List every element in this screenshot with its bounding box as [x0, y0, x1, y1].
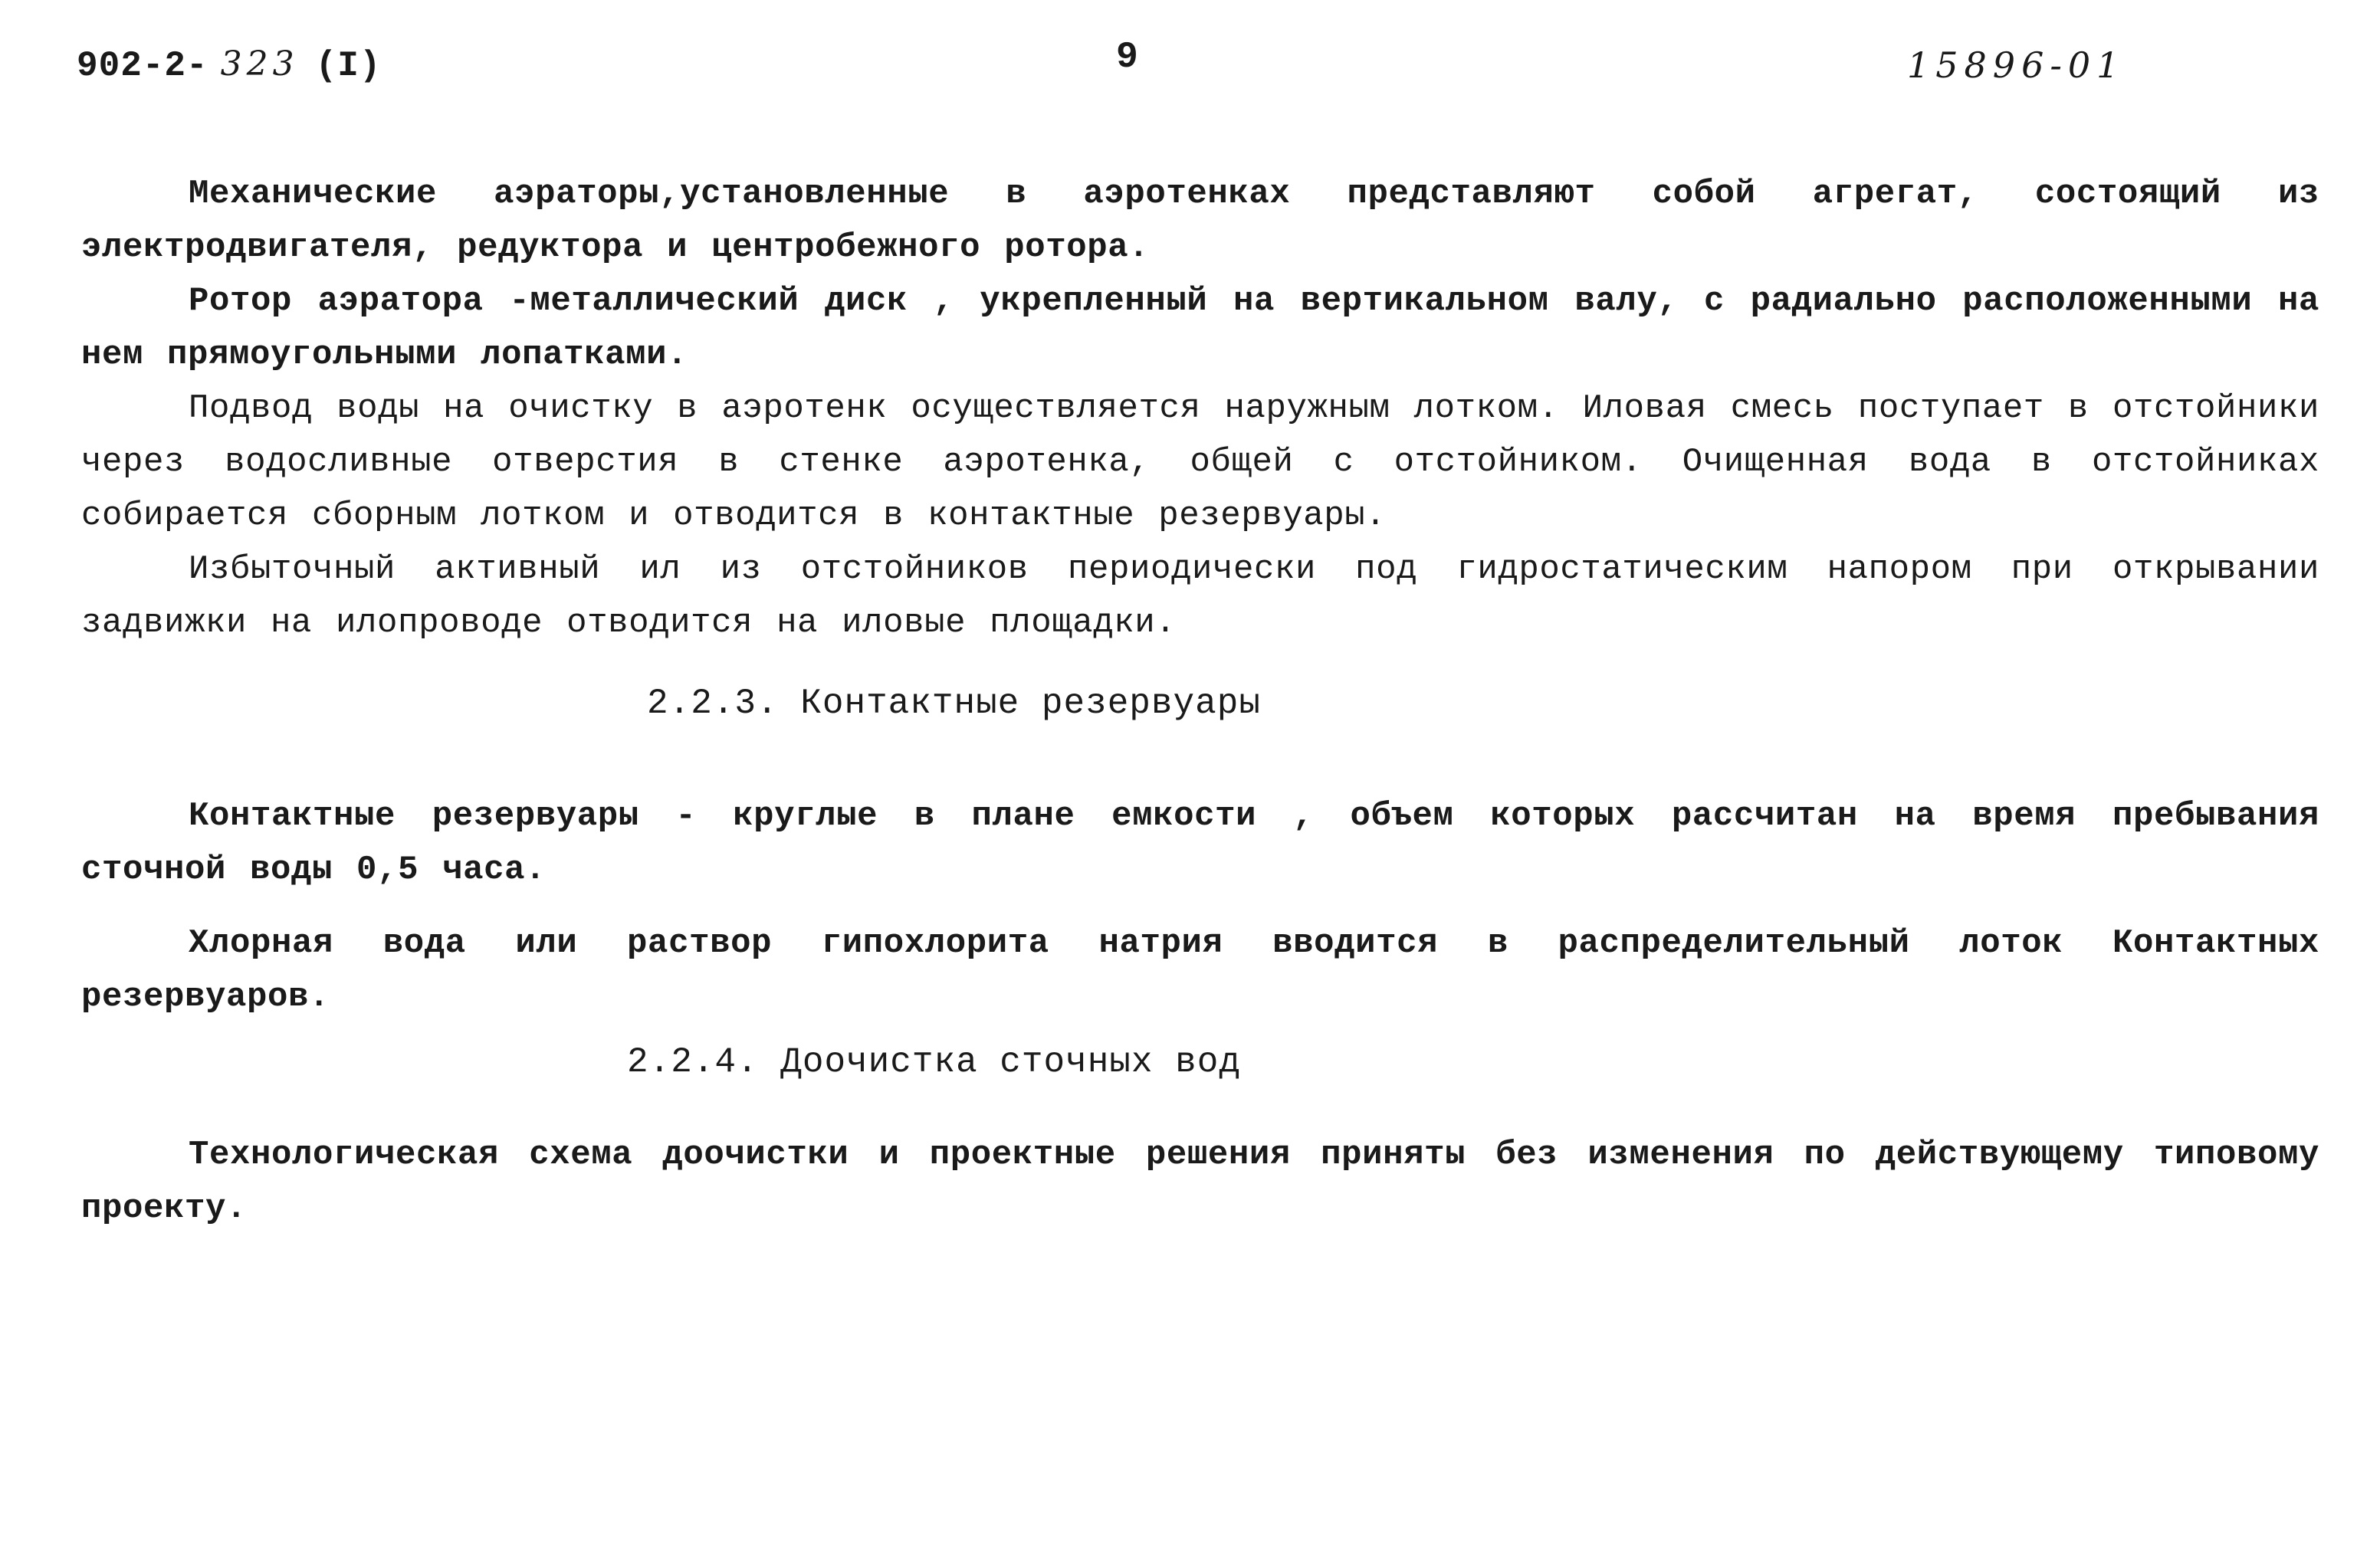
section-heading-post-treatment: 2.2.4. Доочистка сточных вод	[627, 1042, 1241, 1082]
section-heading-contact-tanks: 2.2.3. Контактные резервуары	[647, 684, 1261, 723]
paragraph-post-treatment: Технологическая схема доочистки и проектные решения приняты без изменения по действующему типовому проекту.	[81, 1136, 2319, 1228]
intro-text-block	[81, 167, 2319, 650]
paragraph-rotor: Ротор аэратора -металлический диск , укрепленный на вертикальном валу, с радиально расположенными на нем прямоугольными лопатками.	[81, 282, 2319, 374]
page-number: 9	[1116, 37, 1138, 78]
paragraph-contact-tanks: Контактные резервуары - круглые в плане емкости , объем которых рассчитан на время пребывания сточной воды 0,5 часа.	[81, 797, 2319, 889]
paragraph-water-supply: Подвод воды на очистку в аэротенк осуществляется наружным лотком. Иловая смесь поступает в отстойники через водосливные отверстия в стенке аэротенка, общей с отстойником. Очищенная вода в отстойниках собирается сборным лотком и отводится в контактные резервуары.	[81, 389, 2319, 535]
document-code	[77, 44, 381, 86]
contact-tanks-text-2	[81, 917, 2319, 1024]
document-code-suffix: (I)	[315, 46, 382, 86]
paragraph-excess-sludge: Избыточный активный ил из отстойников периодически под гидростатическим напором при открывании задвижки на илопроводе отводится на иловые площадки.	[81, 550, 2319, 642]
inventory-number: 15896-01	[1907, 44, 2126, 86]
paragraph-chlorine: Хлорная вода или раствор гипохлорита натрия вводится в распределительный лоток Контактных резервуаров.	[81, 924, 2319, 1016]
document-code-prefix: 902-2-	[77, 46, 208, 86]
contact-tanks-text-1	[81, 789, 2319, 897]
paragraph-aerators: Механические аэраторы,установленные в аэротенках представляют собой агрегат, состоящий из электродвигателя, редуктора и центробежного ротора.	[81, 175, 2319, 267]
post-treatment-text	[81, 1128, 2319, 1235]
document-code-handwritten: 323	[220, 44, 299, 84]
